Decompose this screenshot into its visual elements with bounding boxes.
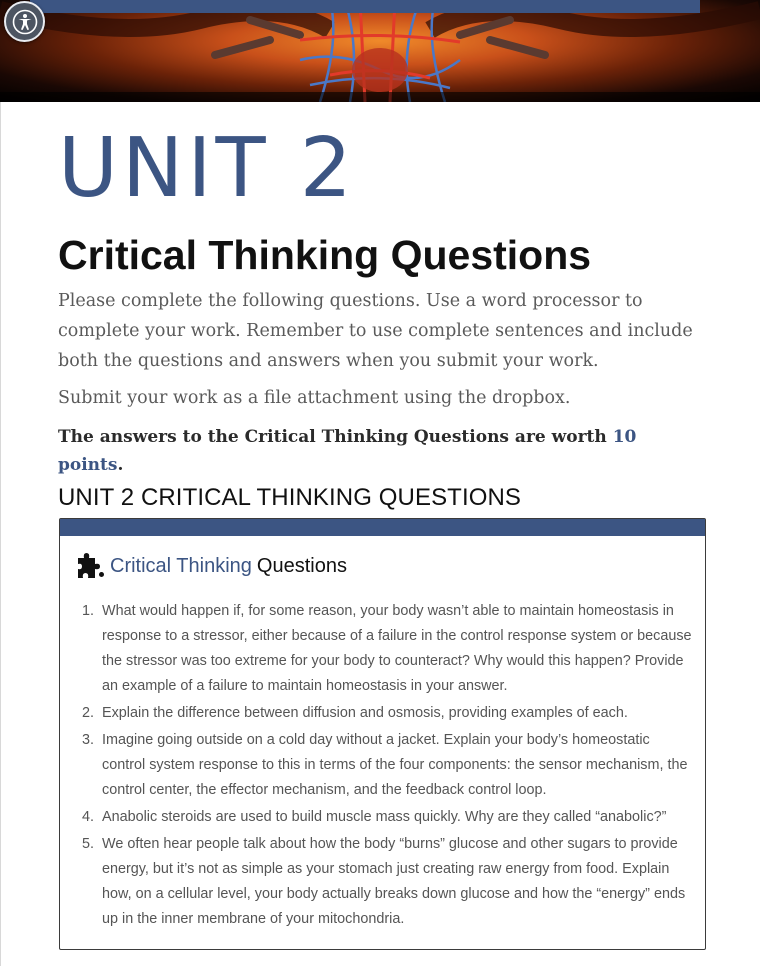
puzzle-icon: [76, 552, 105, 580]
question-number: 3.: [82, 732, 95, 748]
question-text: We often hear people talk about how the body “burns” glucose and other sugars to provide energy, but it’s not as simple as your stomach just creating raw energy from food. Explain how, on a cellular level, your body actually breaks down glucose and how the “energy” ends up in the inner membrane of your mitochondria.: [102, 836, 686, 927]
anatomy-illustration: [0, 0, 760, 102]
question-number: 1.: [82, 603, 95, 619]
dropbox-instruction: Submit your work as a file attachment using the dropbox.: [58, 388, 571, 408]
list-item: [82, 805, 692, 830]
hero-top-bar: [30, 0, 700, 13]
list-item: [82, 599, 692, 699]
card-title-rest: Questions: [256, 554, 347, 577]
points-statement: [58, 423, 698, 479]
intro-paragraph: Please complete the following questions. Use a word processor to complete your work. Remember to use complete sentences and include both the questions and answers when you submit your work.: [58, 291, 693, 371]
question-text: What would happen if, for some reason, your body wasn’t able to maintain homeostasis in response to a stressor, either because of a failure in the control response system or because the stressor was too extreme for your body to counteract? Why would this happen? Provide an example of a failure to maintain homeostasis in your answer.: [102, 603, 692, 694]
unit-label: UNIT 2: [58, 121, 356, 216]
points-value: 10 points: [58, 427, 637, 475]
list-item: [82, 701, 692, 726]
points-prefix: The answers to the Critical Thinking Questions are worth: [58, 427, 613, 447]
card-top-bar: [60, 519, 705, 536]
hero-banner-image: [0, 0, 760, 102]
list-item: [82, 728, 692, 803]
section-heading: UNIT 2 CRITICAL THINKING QUESTIONS: [58, 484, 522, 511]
question-text: Imagine going outside on a cold day without a jacket. Explain your body’s homeostatic control system response to this in terms of the four components: the sensor mechanism, the control center, the effector mechanism, and the feedback control loop.: [102, 732, 688, 798]
question-number: 4.: [82, 809, 95, 825]
page-title: Critical Thinking Questions: [58, 232, 592, 278]
page-edge: [0, 0, 1, 966]
question-text: Explain the difference between diffusion and osmosis, providing examples of each.: [102, 705, 628, 721]
question-number: 5.: [82, 836, 95, 852]
points-suffix: .: [117, 455, 124, 475]
card-title-accent: Critical Thinking: [110, 554, 252, 577]
question-text: Anabolic steroids are used to build muscle mass quickly. Why are they called “anabolic?”: [102, 809, 667, 825]
questions-card: [59, 518, 706, 950]
accessibility-icon: [12, 9, 38, 35]
question-number: 2.: [82, 705, 95, 721]
card-header: [76, 552, 347, 580]
list-item: [82, 832, 692, 932]
accessibility-button[interactable]: [4, 1, 45, 42]
questions-list: [82, 599, 692, 934]
